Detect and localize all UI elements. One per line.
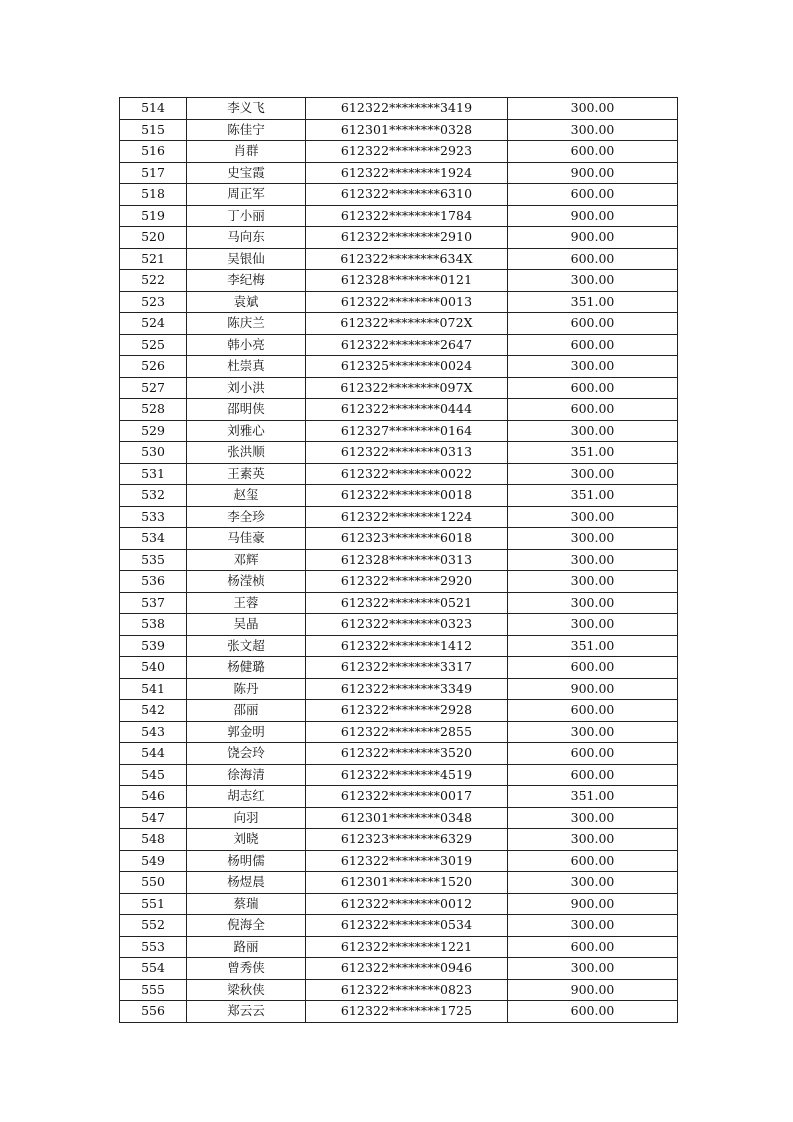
amount-cell: 300.00: [508, 958, 678, 980]
id-number-cell: 612322********0521: [306, 592, 508, 614]
amount-cell: 600.00: [508, 334, 678, 356]
table-row: [120, 678, 678, 700]
amount-cell: 600.00: [508, 377, 678, 399]
id-number-cell: 612301********0348: [306, 807, 508, 829]
row-number-cell: 536: [120, 571, 187, 593]
amount-cell: 600.00: [508, 141, 678, 163]
row-number-cell: 530: [120, 442, 187, 464]
name-cell: 邵明侠: [187, 399, 306, 421]
roster-table-body: [120, 98, 678, 1023]
amount-cell: 900.00: [508, 162, 678, 184]
name-cell: 吴银仙: [187, 248, 306, 270]
row-number-cell: 516: [120, 141, 187, 163]
name-cell: 路丽: [187, 936, 306, 958]
id-number-cell: 612322********0018: [306, 485, 508, 507]
name-cell: 胡志红: [187, 786, 306, 808]
id-number-cell: 612322********0013: [306, 291, 508, 313]
table-row: [120, 764, 678, 786]
id-number-cell: 612322********1224: [306, 506, 508, 528]
id-number-cell: 612322********072X: [306, 313, 508, 335]
name-cell: 曾秀侠: [187, 958, 306, 980]
row-number-cell: 540: [120, 657, 187, 679]
table-row: [120, 227, 678, 249]
name-cell: 陈佳宁: [187, 119, 306, 141]
row-number-cell: 534: [120, 528, 187, 550]
amount-cell: 900.00: [508, 979, 678, 1001]
row-number-cell: 514: [120, 98, 187, 120]
table-row: [120, 614, 678, 636]
id-number-cell: 612301********0328: [306, 119, 508, 141]
row-number-cell: 529: [120, 420, 187, 442]
table-row: [120, 700, 678, 722]
table-row: [120, 592, 678, 614]
row-number-cell: 520: [120, 227, 187, 249]
name-cell: 李义飞: [187, 98, 306, 120]
name-cell: 邵丽: [187, 700, 306, 722]
id-number-cell: 612322********2920: [306, 571, 508, 593]
table-row: [120, 958, 678, 980]
name-cell: 郭金明: [187, 721, 306, 743]
row-number-cell: 532: [120, 485, 187, 507]
amount-cell: 600.00: [508, 313, 678, 335]
table-row: [120, 915, 678, 937]
amount-cell: 300.00: [508, 506, 678, 528]
id-number-cell: 612322********0017: [306, 786, 508, 808]
row-number-cell: 519: [120, 205, 187, 227]
table-row: [120, 893, 678, 915]
table-row: [120, 162, 678, 184]
id-number-cell: 612322********097X: [306, 377, 508, 399]
table-row: [120, 313, 678, 335]
name-cell: 张洪顺: [187, 442, 306, 464]
table-row: [120, 571, 678, 593]
id-number-cell: 612322********3520: [306, 743, 508, 765]
id-number-cell: 612322********0313: [306, 442, 508, 464]
amount-cell: 300.00: [508, 356, 678, 378]
table-row: [120, 807, 678, 829]
table-row: [120, 442, 678, 464]
table-row: [120, 119, 678, 141]
amount-cell: 300.00: [508, 463, 678, 485]
id-number-cell: 612322********2928: [306, 700, 508, 722]
id-number-cell: 612322********0946: [306, 958, 508, 980]
row-number-cell: 531: [120, 463, 187, 485]
name-cell: 陈丹: [187, 678, 306, 700]
amount-cell: 600.00: [508, 399, 678, 421]
amount-cell: 600.00: [508, 700, 678, 722]
roster-table: [119, 97, 678, 1023]
name-cell: 李全珍: [187, 506, 306, 528]
name-cell: 梁秋侠: [187, 979, 306, 1001]
table-row: [120, 528, 678, 550]
id-number-cell: 612322********0022: [306, 463, 508, 485]
id-number-cell: 612322********1924: [306, 162, 508, 184]
row-number-cell: 549: [120, 850, 187, 872]
row-number-cell: 551: [120, 893, 187, 915]
table-row: [120, 829, 678, 851]
name-cell: 吴晶: [187, 614, 306, 636]
name-cell: 杨健璐: [187, 657, 306, 679]
table-row: [120, 291, 678, 313]
amount-cell: 300.00: [508, 98, 678, 120]
row-number-cell: 538: [120, 614, 187, 636]
amount-cell: 600.00: [508, 1001, 678, 1023]
row-number-cell: 537: [120, 592, 187, 614]
row-number-cell: 523: [120, 291, 187, 313]
table-row: [120, 205, 678, 227]
name-cell: 王蓉: [187, 592, 306, 614]
name-cell: 李纪梅: [187, 270, 306, 292]
table-row: [120, 786, 678, 808]
name-cell: 丁小丽: [187, 205, 306, 227]
amount-cell: 600.00: [508, 743, 678, 765]
id-number-cell: 612323********6329: [306, 829, 508, 851]
name-cell: 韩小亮: [187, 334, 306, 356]
row-number-cell: 553: [120, 936, 187, 958]
name-cell: 蔡瑞: [187, 893, 306, 915]
amount-cell: 300.00: [508, 592, 678, 614]
id-number-cell: 612322********1725: [306, 1001, 508, 1023]
amount-cell: 300.00: [508, 829, 678, 851]
table-row: [120, 850, 678, 872]
row-number-cell: 552: [120, 915, 187, 937]
id-number-cell: 612328********0121: [306, 270, 508, 292]
row-number-cell: 521: [120, 248, 187, 270]
amount-cell: 351.00: [508, 635, 678, 657]
id-number-cell: 612322********0534: [306, 915, 508, 937]
table-row: [120, 356, 678, 378]
name-cell: 刘晓: [187, 829, 306, 851]
table-row: [120, 936, 678, 958]
name-cell: 杨明儒: [187, 850, 306, 872]
name-cell: 饶会玲: [187, 743, 306, 765]
row-number-cell: 524: [120, 313, 187, 335]
name-cell: 杨煜晨: [187, 872, 306, 894]
table-row: [120, 1001, 678, 1023]
row-number-cell: 518: [120, 184, 187, 206]
id-number-cell: 612322********2855: [306, 721, 508, 743]
id-number-cell: 612322********6310: [306, 184, 508, 206]
row-number-cell: 527: [120, 377, 187, 399]
name-cell: 杨滢桢: [187, 571, 306, 593]
table-row: [120, 184, 678, 206]
name-cell: 周正军: [187, 184, 306, 206]
amount-cell: 600.00: [508, 850, 678, 872]
table-row: [120, 549, 678, 571]
row-number-cell: 548: [120, 829, 187, 851]
id-number-cell: 612322********634X: [306, 248, 508, 270]
amount-cell: 900.00: [508, 205, 678, 227]
row-number-cell: 555: [120, 979, 187, 1001]
row-number-cell: 542: [120, 700, 187, 722]
row-number-cell: 517: [120, 162, 187, 184]
document-page: [119, 97, 673, 1023]
amount-cell: 300.00: [508, 807, 678, 829]
name-cell: 杜崇真: [187, 356, 306, 378]
id-number-cell: 612322********1784: [306, 205, 508, 227]
id-number-cell: 612322********1221: [306, 936, 508, 958]
row-number-cell: 543: [120, 721, 187, 743]
table-row: [120, 270, 678, 292]
id-number-cell: 612322********0323: [306, 614, 508, 636]
row-number-cell: 556: [120, 1001, 187, 1023]
amount-cell: 300.00: [508, 270, 678, 292]
table-row: [120, 141, 678, 163]
id-number-cell: 612301********1520: [306, 872, 508, 894]
table-row: [120, 248, 678, 270]
table-row: [120, 657, 678, 679]
amount-cell: 600.00: [508, 764, 678, 786]
table-row: [120, 420, 678, 442]
amount-cell: 600.00: [508, 184, 678, 206]
id-number-cell: 612322********2647: [306, 334, 508, 356]
name-cell: 赵玺: [187, 485, 306, 507]
row-number-cell: 554: [120, 958, 187, 980]
name-cell: 袁斌: [187, 291, 306, 313]
amount-cell: 600.00: [508, 936, 678, 958]
amount-cell: 300.00: [508, 119, 678, 141]
row-number-cell: 533: [120, 506, 187, 528]
name-cell: 王素英: [187, 463, 306, 485]
id-number-cell: 612323********6018: [306, 528, 508, 550]
amount-cell: 300.00: [508, 915, 678, 937]
name-cell: 马佳豪: [187, 528, 306, 550]
table-row: [120, 506, 678, 528]
row-number-cell: 541: [120, 678, 187, 700]
amount-cell: 351.00: [508, 485, 678, 507]
name-cell: 马向东: [187, 227, 306, 249]
row-number-cell: 545: [120, 764, 187, 786]
name-cell: 肖群: [187, 141, 306, 163]
name-cell: 史宝霞: [187, 162, 306, 184]
name-cell: 陈庆兰: [187, 313, 306, 335]
id-number-cell: 612328********0313: [306, 549, 508, 571]
id-number-cell: 612322********0823: [306, 979, 508, 1001]
id-number-cell: 612322********3419: [306, 98, 508, 120]
table-row: [120, 377, 678, 399]
row-number-cell: 547: [120, 807, 187, 829]
amount-cell: 900.00: [508, 893, 678, 915]
id-number-cell: 612322********3317: [306, 657, 508, 679]
amount-cell: 300.00: [508, 614, 678, 636]
row-number-cell: 525: [120, 334, 187, 356]
table-row: [120, 98, 678, 120]
id-number-cell: 612325********0024: [306, 356, 508, 378]
table-row: [120, 743, 678, 765]
name-cell: 刘雅心: [187, 420, 306, 442]
row-number-cell: 528: [120, 399, 187, 421]
table-row: [120, 635, 678, 657]
amount-cell: 600.00: [508, 248, 678, 270]
name-cell: 向羽: [187, 807, 306, 829]
id-number-cell: 612322********4519: [306, 764, 508, 786]
row-number-cell: 522: [120, 270, 187, 292]
name-cell: 刘小洪: [187, 377, 306, 399]
amount-cell: 300.00: [508, 528, 678, 550]
id-number-cell: 612322********1412: [306, 635, 508, 657]
id-number-cell: 612322********0444: [306, 399, 508, 421]
id-number-cell: 612322********2910: [306, 227, 508, 249]
amount-cell: 300.00: [508, 571, 678, 593]
table-row: [120, 463, 678, 485]
table-row: [120, 872, 678, 894]
name-cell: 郑云云: [187, 1001, 306, 1023]
table-row: [120, 485, 678, 507]
table-row: [120, 721, 678, 743]
amount-cell: 600.00: [508, 657, 678, 679]
amount-cell: 351.00: [508, 442, 678, 464]
name-cell: 张文超: [187, 635, 306, 657]
row-number-cell: 550: [120, 872, 187, 894]
id-number-cell: 612322********3019: [306, 850, 508, 872]
row-number-cell: 544: [120, 743, 187, 765]
name-cell: 邓辉: [187, 549, 306, 571]
row-number-cell: 539: [120, 635, 187, 657]
amount-cell: 300.00: [508, 721, 678, 743]
amount-cell: 900.00: [508, 678, 678, 700]
table-row: [120, 399, 678, 421]
name-cell: 徐海清: [187, 764, 306, 786]
row-number-cell: 526: [120, 356, 187, 378]
amount-cell: 300.00: [508, 549, 678, 571]
id-number-cell: 612322********0012: [306, 893, 508, 915]
amount-cell: 351.00: [508, 291, 678, 313]
row-number-cell: 535: [120, 549, 187, 571]
name-cell: 倪海全: [187, 915, 306, 937]
id-number-cell: 612327********0164: [306, 420, 508, 442]
row-number-cell: 515: [120, 119, 187, 141]
amount-cell: 900.00: [508, 227, 678, 249]
amount-cell: 300.00: [508, 420, 678, 442]
amount-cell: 351.00: [508, 786, 678, 808]
row-number-cell: 546: [120, 786, 187, 808]
table-row: [120, 979, 678, 1001]
id-number-cell: 612322********3349: [306, 678, 508, 700]
amount-cell: 300.00: [508, 872, 678, 894]
id-number-cell: 612322********2923: [306, 141, 508, 163]
table-row: [120, 334, 678, 356]
